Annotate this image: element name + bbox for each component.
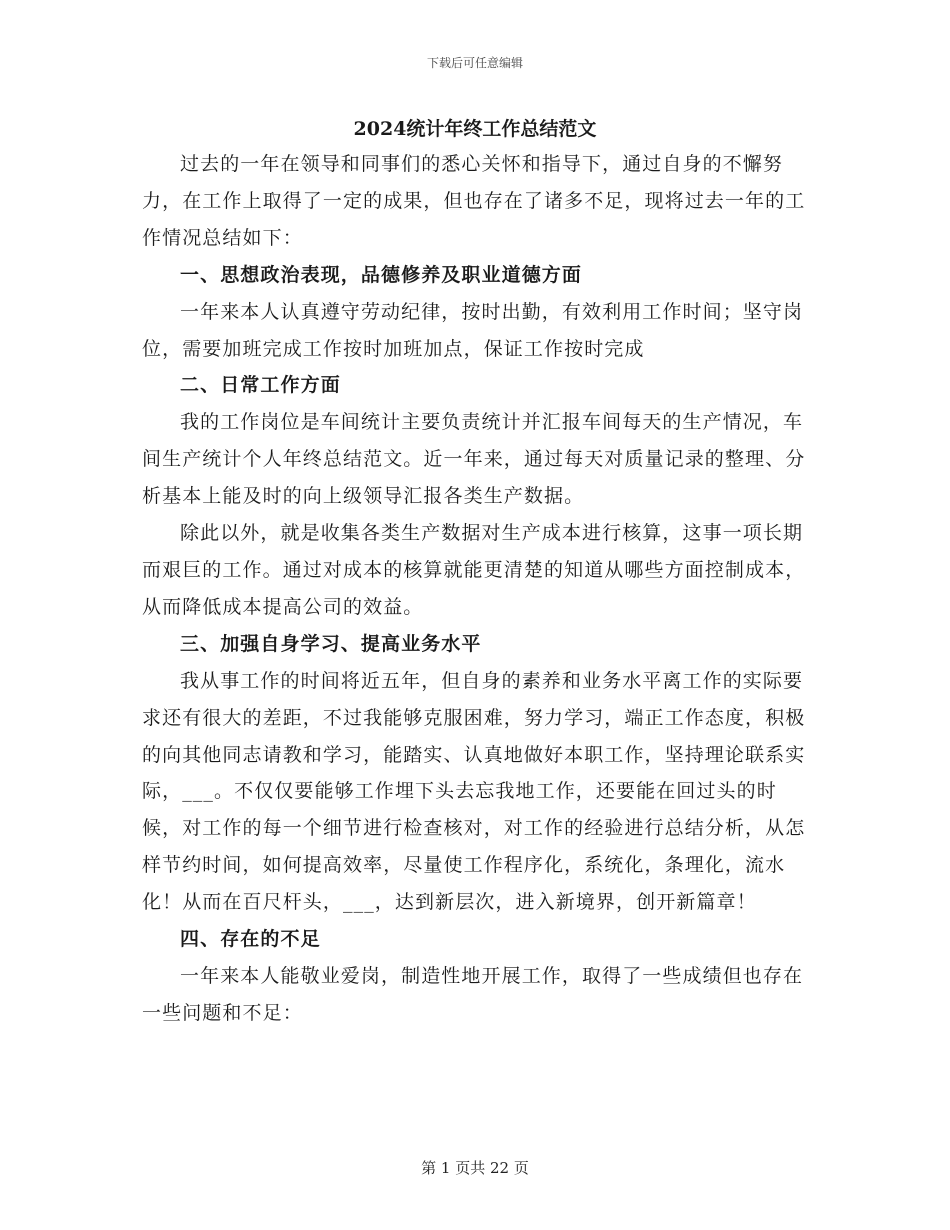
paragraph-section-4: 一年来本人能敬业爱岗，制造性地开展工作，取得了一些成绩但也存在一些问题和不足： <box>142 964 804 1024</box>
paragraph-section-3: 我从事工作的时间将近五年，但自身的素养和业务水平离工作的实际要求还有很大的差距，不过我能够克服困难，努力学习，端正工作态度，积极的向其他同志请教和学习，能踏实、认真地做好本职工作，坚持理论联系实际，___。不仅仅要能够工作埋下头去忘我地工作，还要能在回过头的时候，对工作的每一个细节进行检查核对，对工作的经验进行总结分析，从怎样节约时间，如何提高效率，尽量使工作程序化，系统化，条理化，流水化！从而在百尺杆头，___，达到新层次，进入新境界，创开新篇章！ <box>142 669 806 914</box>
paragraph-section-1: 一年来本人认真遵守劳动纪律，按时出勤，有效利用工作时间；坚守岗位，需要加班完成工作按时加班加点，保证工作按时完成 <box>142 300 804 360</box>
paragraph-section-2a: 我的工作岗位是车间统计主要负责统计并汇报车间每天的生产情况，车间生产统计个人年终总结范文。近一年来，通过每天对质量记录的整理、分析基本上能及时的向上级领导汇报各类生产数据。 <box>142 411 806 508</box>
section-heading-1: 一、思想政治表现，品德修养及职业道德方面 <box>180 263 583 286</box>
paragraph-intro: 过去的一年在领导和同事们的悉心关怀和指导下，通过自身的不懈努力，在工作上取得了一定的成果，但也存在了诸多不足，现将过去一年的工作情况总结如下： <box>142 153 806 249</box>
paragraph-section-2b: 除此以外，就是收集各类生产数据对生产成本进行核算，这事一项长期而艰巨的工作。通过对成本的核算就能更清楚的知道从哪些方面控制成本，从而降低成本提高公司的效益。 <box>142 522 806 618</box>
header-note: 下载后可任意编辑 <box>426 56 523 70</box>
page-number-footer: 第 1 页共 22 页 <box>421 1159 529 1177</box>
section-heading-3: 三、加强自身学习、提高业务水平 <box>180 632 482 655</box>
document-body <box>142 146 810 1032</box>
section-heading-2: 二、日常工作方面 <box>180 374 341 397</box>
section-heading-4: 四、存在的不足 <box>180 928 321 951</box>
document-title: 2024统计年终工作总结范文 <box>353 118 597 140</box>
